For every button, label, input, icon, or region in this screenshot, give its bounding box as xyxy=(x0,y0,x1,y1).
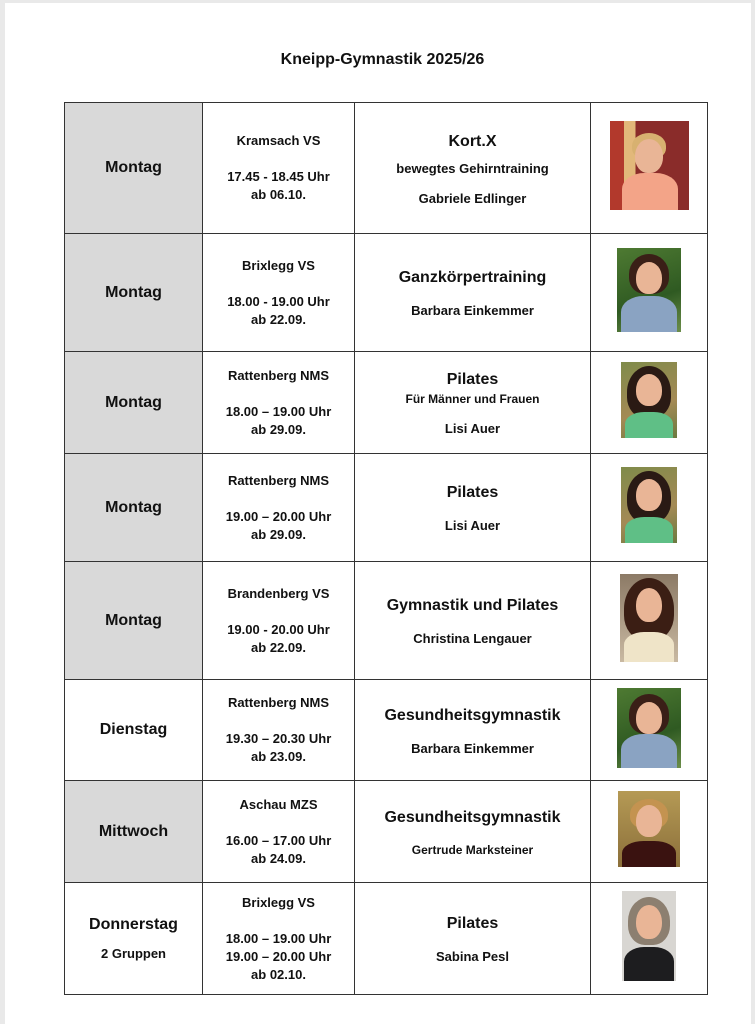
time-label-2: 19.00 – 20.00 Uhr xyxy=(225,948,332,964)
day-cell xyxy=(65,562,203,680)
start-date-label: ab 06.10. xyxy=(251,187,306,202)
location-cell xyxy=(203,103,355,234)
time-label: 18.00 - 19.00 Uhr xyxy=(227,293,330,309)
course-name: Pilates xyxy=(446,371,499,388)
time-label: 17.45 - 18.45 Uhr xyxy=(227,169,330,184)
table-row xyxy=(65,454,708,562)
photo-cell xyxy=(591,454,708,562)
photo-cell xyxy=(591,562,708,680)
portrait-photo xyxy=(622,891,676,981)
day-cell xyxy=(65,781,203,883)
location-label: Rattenberg NMS xyxy=(227,367,330,383)
day-cell xyxy=(65,680,203,781)
day-label: Dienstag xyxy=(99,721,168,738)
day-cell xyxy=(65,454,203,562)
location-cell xyxy=(203,680,355,781)
table-row xyxy=(65,234,708,352)
course-cell xyxy=(355,352,591,454)
location-cell xyxy=(203,234,355,352)
location-label: Brandenberg VS xyxy=(227,585,330,601)
document-page xyxy=(5,3,751,1024)
teacher-name: Lisi Auer xyxy=(444,421,501,436)
course-cell xyxy=(355,103,591,234)
table-row xyxy=(65,883,708,995)
time-label: 18.00 – 19.00 Uhr xyxy=(225,403,332,419)
photo-cell xyxy=(591,352,708,454)
course-name: Gesundheitsgymnastik xyxy=(384,808,561,826)
portrait-photo xyxy=(621,467,677,543)
location-label: Brixlegg VS xyxy=(242,894,315,910)
location-label: Kramsach VS xyxy=(236,133,321,148)
day-label: Montag xyxy=(105,159,162,176)
table-row xyxy=(65,103,708,234)
day-label: Montag xyxy=(105,611,162,629)
day-label: Montag xyxy=(105,393,162,411)
course-name: Gesundheitsgymnastik xyxy=(384,706,561,724)
teacher-name: Gabriele Edlinger xyxy=(418,190,527,206)
day-subtitle: 2 Gruppen xyxy=(100,946,166,961)
day-cell xyxy=(65,352,203,454)
time-label: 18.00 – 19.00 Uhr xyxy=(225,930,332,946)
day-cell xyxy=(65,883,203,995)
location-label: Rattenberg NMS xyxy=(227,695,330,710)
location-cell xyxy=(203,352,355,454)
portrait-photo xyxy=(620,574,678,662)
time-label: 16.00 – 17.00 Uhr xyxy=(225,832,332,848)
start-date-label: ab 23.09. xyxy=(251,749,306,764)
photo-cell xyxy=(591,680,708,781)
start-date-label: ab 29.09. xyxy=(251,526,306,542)
day-cell xyxy=(65,234,203,352)
course-name: Ganzkörpertraining xyxy=(398,269,547,286)
portrait-photo xyxy=(617,248,681,332)
start-date-label: ab 29.09. xyxy=(251,421,306,437)
table-row xyxy=(65,680,708,781)
course-subtitle: Für Männer und Frauen xyxy=(405,392,540,406)
course-cell xyxy=(355,234,591,352)
course-subtitle: bewegtes Gehirntraining xyxy=(396,160,549,176)
teacher-name: Barbara Einkemmer xyxy=(411,303,534,318)
location-label: Rattenberg NMS xyxy=(227,472,330,488)
time-label: 19.00 – 20.00 Uhr xyxy=(225,508,332,524)
photo-cell xyxy=(591,234,708,352)
course-name: Pilates xyxy=(446,915,499,932)
portrait-photo xyxy=(618,791,680,867)
location-label: Aschau MZS xyxy=(239,796,318,812)
day-label: Montag xyxy=(105,498,162,516)
day-label: Mittwoch xyxy=(98,822,169,840)
day-cell xyxy=(65,103,203,234)
location-label: Brixlegg VS xyxy=(242,257,315,273)
teacher-name: Christina Lengauer xyxy=(413,631,532,646)
portrait-photo xyxy=(621,362,677,438)
course-cell xyxy=(355,454,591,562)
start-date-label: ab 24.09. xyxy=(251,850,306,866)
location-cell xyxy=(203,454,355,562)
teacher-name: Gertrude Marksteiner xyxy=(411,842,534,857)
page-title: Kneipp-Gymnastik 2025/26 xyxy=(280,51,485,68)
day-label: Donnerstag xyxy=(89,916,178,933)
course-name: Kort.X xyxy=(448,132,497,150)
photo-cell xyxy=(591,103,708,234)
table-row xyxy=(65,352,708,454)
time-label: 19.00 - 20.00 Uhr xyxy=(227,621,330,637)
start-date-label: ab 22.09. xyxy=(251,639,306,655)
portrait-photo xyxy=(610,121,689,210)
location-cell xyxy=(203,781,355,883)
table-row xyxy=(65,781,708,883)
photo-cell xyxy=(591,883,708,995)
teacher-name: Lisi Auer xyxy=(444,518,501,533)
table-row xyxy=(65,562,708,680)
course-cell xyxy=(355,680,591,781)
day-label: Montag xyxy=(105,283,162,301)
teacher-name: Sabina Pesl xyxy=(436,949,509,964)
course-name: Pilates xyxy=(446,484,499,501)
course-name: Gymnastik und Pilates xyxy=(386,597,559,614)
portrait-photo xyxy=(617,688,681,768)
teacher-name: Barbara Einkemmer xyxy=(411,740,534,756)
course-cell xyxy=(355,781,591,883)
course-cell xyxy=(355,883,591,995)
photo-cell xyxy=(591,781,708,883)
time-label: 19.30 – 20.30 Uhr xyxy=(225,731,332,746)
location-cell xyxy=(203,883,355,995)
start-date-label: ab 22.09. xyxy=(251,311,306,327)
schedule-table xyxy=(64,102,708,995)
start-date-label: ab 02.10. xyxy=(251,966,306,982)
course-cell xyxy=(355,562,591,680)
location-cell xyxy=(203,562,355,680)
